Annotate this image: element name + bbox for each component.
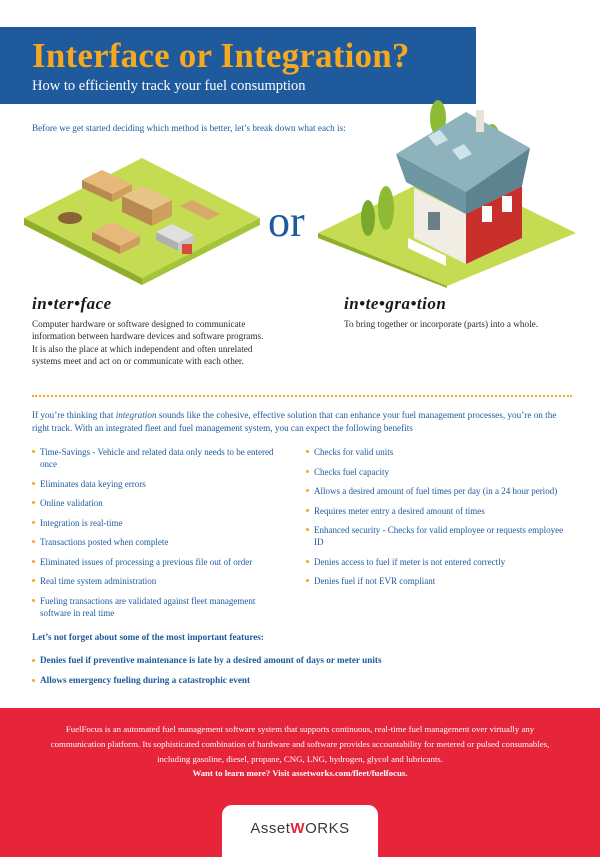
list-item: Denies access to fuel if meter is not entered correctly xyxy=(306,556,568,568)
house-illustration xyxy=(316,88,578,288)
list-item: Enhanced security - Checks for valid employee or requests employee ID xyxy=(306,524,568,548)
list-item: Allows emergency fueling during a catastrophic event xyxy=(32,675,382,685)
list-item: Real time system administration xyxy=(32,575,284,587)
or-separator: or xyxy=(268,197,305,246)
dotted-divider xyxy=(32,395,572,397)
list-item: Denies fuel if not EVR compliant xyxy=(306,575,568,587)
page-title: Interface or Integration? xyxy=(32,36,410,75)
footer-description: FuelFocus is an automated fuel management software system that supports continuous, real-time fuel management over virtually any communication platform. Its sophisticated combination of hardware and software provides accountability for metered or pulsed consumables, including gasoline, diesel, propane, CNG, LNG, hydrogen, glycol and lubricants. xyxy=(50,724,550,764)
integration-definition: To bring together or incorporate (parts) into a whole. xyxy=(344,319,539,329)
lumber-pallets-illustration xyxy=(22,140,262,285)
assetworks-logo xyxy=(222,820,378,837)
interface-term: in•ter•face xyxy=(32,294,112,313)
features-heading: Let’s not forget about some of the most important features: xyxy=(32,632,264,642)
lead-text-start: If you’re thinking that xyxy=(32,410,116,420)
list-item: Requires meter entry a desired amount of times xyxy=(306,505,568,517)
list-item: Integration is real-time xyxy=(32,517,284,529)
page-subtitle: How to efficiently track your fuel consumption xyxy=(32,78,306,94)
list-item: Eliminates data keying errors xyxy=(32,478,284,490)
list-item: Online validation xyxy=(32,497,284,509)
list-item: Checks for valid units xyxy=(306,446,568,458)
footer-cta[interactable]: Want to learn more? Visit assetworks.com/fleet/fuelfocus. xyxy=(192,768,408,778)
intro-text: Before we get started deciding which method is better, let’s break down what each is: xyxy=(32,123,346,133)
list-item: Transactions posted when complete xyxy=(32,536,284,548)
logo-suffix: ORKS xyxy=(305,820,350,837)
logo-gear-letter: W xyxy=(290,820,306,837)
lead-emphasis: integration xyxy=(115,410,157,420)
list-item: Fueling transactions are validated against fleet management software in real time xyxy=(32,595,284,619)
logo-prefix: Asset xyxy=(250,820,291,837)
benefits-list-right xyxy=(306,446,568,595)
list-item: Denies fuel if preventive maintenance is late by a desired amount of days or meter units xyxy=(32,655,382,665)
list-item: Checks fuel capacity xyxy=(306,466,568,478)
integration-term: in•te•gra•tion xyxy=(344,294,447,313)
benefits-list-left xyxy=(32,446,284,626)
list-item: Time-Savings - Vehicle and related data only needs to be entered once xyxy=(32,446,284,470)
features-list xyxy=(32,655,382,695)
list-item: Allows a desired amount of fuel times per day (in a 24 hour period) xyxy=(306,485,568,497)
interface-definition: Computer hardware or software designed to communicate information between hardware devices and software programs. It is also the place at which independent and often unrelated systems meet and act on or communicate with each other. xyxy=(32,319,264,367)
list-item: Eliminated issues of processing a previous file out of order xyxy=(32,556,284,568)
lead-text-end: sounds like the cohesive, effective solution that can enhance your fuel management processes, you’re on the right track. With an integrated fleet and fuel management system, you can expect the following benefits xyxy=(32,410,557,433)
benefits-lead xyxy=(32,409,572,434)
